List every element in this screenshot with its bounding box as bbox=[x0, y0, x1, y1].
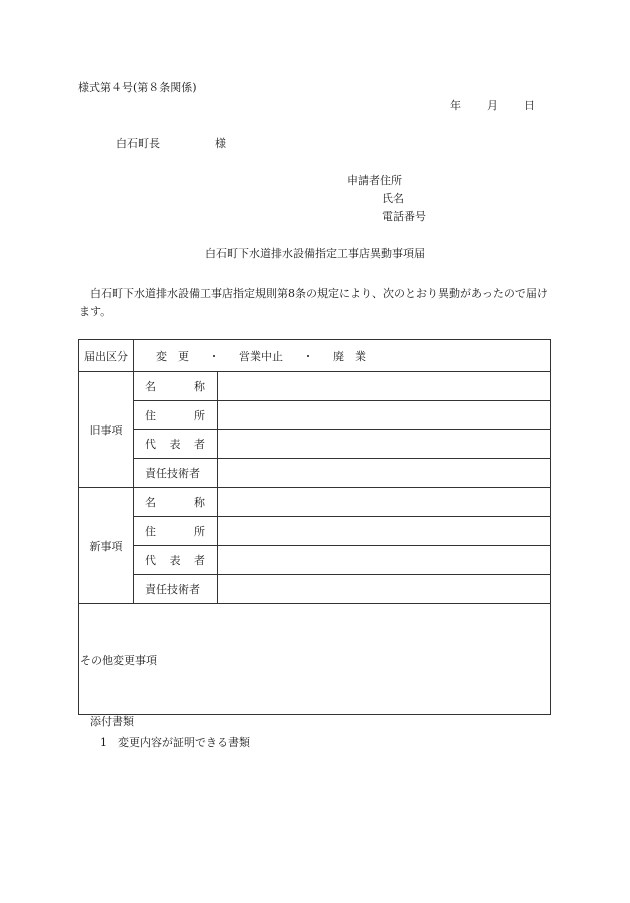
old-section-label: 旧事項 bbox=[79, 372, 134, 488]
old-name-row bbox=[79, 372, 551, 401]
notification-table bbox=[78, 339, 551, 715]
old-address-row bbox=[79, 401, 551, 430]
old-representative-label: 代 表 者 bbox=[134, 430, 218, 459]
option-suspend[interactable]: 営業中止 bbox=[239, 349, 283, 363]
old-name-label: 名 称 bbox=[134, 372, 218, 401]
option-dot-1: ・ bbox=[208, 349, 220, 363]
new-representative-row bbox=[79, 546, 551, 575]
category-label: 届出区分 bbox=[79, 340, 134, 372]
old-engineer-label: 責任技術者 bbox=[134, 459, 218, 488]
old-name-field[interactable] bbox=[218, 372, 551, 401]
new-engineer-field[interactable] bbox=[218, 575, 551, 604]
new-representative-field[interactable] bbox=[218, 546, 551, 575]
category-options[interactable] bbox=[134, 340, 551, 372]
old-engineer-field[interactable] bbox=[218, 459, 551, 488]
option-change[interactable]: 変 更 bbox=[156, 349, 189, 363]
other-changes-label: その他変更事項 bbox=[80, 654, 157, 667]
attachment-number: 1 bbox=[100, 736, 107, 749]
new-address-label: 住 所 bbox=[134, 517, 218, 546]
form-number: 様式第４号(第８条関係) bbox=[78, 81, 197, 94]
new-address-field[interactable] bbox=[218, 517, 551, 546]
date-day: 日 bbox=[524, 99, 535, 112]
old-representative-row bbox=[79, 430, 551, 459]
applicant-address-label: 申請者住所 bbox=[347, 174, 402, 187]
applicant-name-label: 氏名 bbox=[382, 192, 404, 205]
date-line bbox=[450, 99, 535, 112]
old-representative-field[interactable] bbox=[218, 430, 551, 459]
new-section-label: 新事項 bbox=[79, 488, 134, 604]
option-dot-2: ・ bbox=[302, 349, 314, 363]
category-row bbox=[79, 340, 551, 372]
old-address-label: 住 所 bbox=[134, 401, 218, 430]
document-title: 白石町下水道排水設備指定工事店異動事項届 bbox=[205, 247, 425, 260]
attachment-item bbox=[100, 736, 250, 749]
old-engineer-row bbox=[79, 459, 551, 488]
addressee-name: 白石町長 bbox=[116, 137, 160, 150]
new-engineer-row bbox=[79, 575, 551, 604]
attachments-title: 添付書類 bbox=[90, 715, 134, 728]
old-address-field[interactable] bbox=[218, 401, 551, 430]
applicant-block bbox=[347, 174, 426, 228]
date-year: 年 bbox=[450, 99, 461, 112]
new-representative-label: 代 表 者 bbox=[134, 546, 218, 575]
date-month: 月 bbox=[487, 99, 498, 112]
attachment-text: 変更内容が証明できる書類 bbox=[118, 736, 250, 749]
applicant-phone-label: 電話番号 bbox=[382, 210, 426, 223]
addressee-honorific: 様 bbox=[215, 137, 226, 150]
other-changes-field[interactable] bbox=[79, 604, 551, 715]
new-address-row bbox=[79, 517, 551, 546]
new-name-row bbox=[79, 488, 551, 517]
option-discontinue[interactable]: 廃 業 bbox=[333, 349, 366, 363]
body-text: 白石町下水道排水設備工事店指定規則第8条の規定により、次のとおり異動があったので届けます。 bbox=[79, 287, 548, 318]
addressee bbox=[116, 137, 226, 150]
other-changes-row bbox=[79, 604, 551, 715]
new-name-field[interactable] bbox=[218, 488, 551, 517]
new-name-label: 名 称 bbox=[134, 488, 218, 517]
new-engineer-label: 責任技術者 bbox=[134, 575, 218, 604]
